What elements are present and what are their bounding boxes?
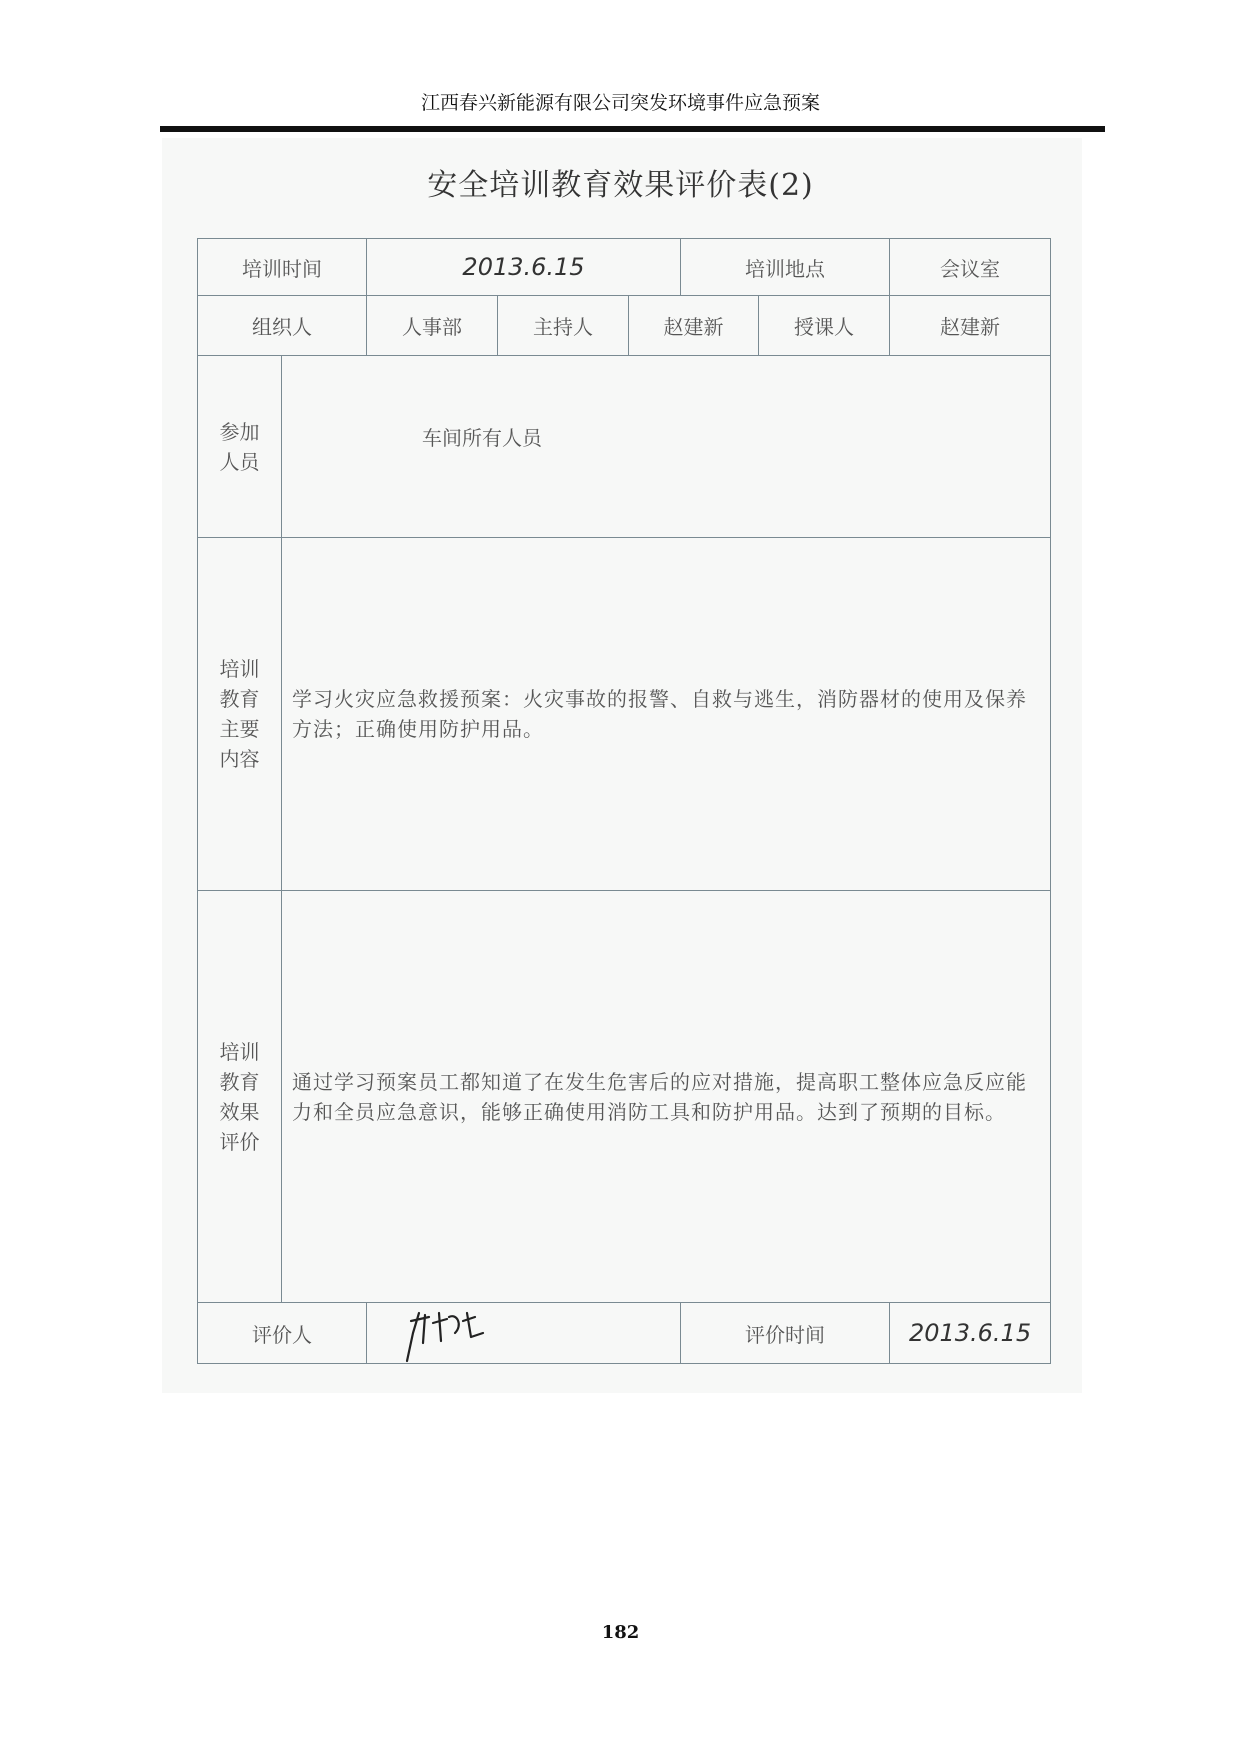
training-time-handwritten: 2013.6.15 — [462, 253, 585, 281]
organizer-label: 组织人 — [198, 296, 367, 356]
content-value: 学习火灾应急救援预案：火灾事故的报警、自救与逃生，消防器材的使用及保养方法；正确使用防护用品。 — [282, 538, 1051, 891]
eval-time-value — [890, 1303, 1051, 1364]
training-place-label: 培训地点 — [681, 239, 890, 296]
training-time-value — [367, 239, 681, 296]
content-label-text: 培训 教育 主要 内容 — [219, 657, 260, 771]
evaluation-label-text: 培训 教育 效果 评价 — [219, 1039, 260, 1154]
header-rule — [160, 126, 1105, 132]
evaluator-label: 评价人 — [198, 1303, 367, 1364]
evaluation-label — [198, 891, 282, 1303]
participants-value: 车间所有人员 — [282, 356, 1051, 538]
content-label — [198, 538, 282, 891]
form-row-content — [198, 538, 1051, 891]
eval-time-label: 评价时间 — [681, 1303, 890, 1364]
form-row-footer — [198, 1303, 1051, 1364]
running-header: 江西春兴新能源有限公司突发环境事件应急预案 — [420, 92, 820, 114]
handwritten-signature — [367, 1303, 547, 1363]
page-number: 182 — [601, 1622, 640, 1643]
form-row-evaluation — [198, 891, 1051, 1303]
evaluation-form-table — [197, 238, 1051, 1364]
participants-label — [198, 356, 282, 538]
training-place-value: 会议室 — [890, 239, 1051, 296]
eval-time-handwritten: 2013.6.15 — [908, 1319, 1032, 1347]
training-time-label: 培训时间 — [198, 239, 367, 296]
lecturer-value: 赵建新 — [890, 296, 1051, 356]
organizer-value: 人事部 — [367, 296, 498, 356]
form-row-people — [198, 296, 1051, 356]
form-row-participants — [198, 356, 1051, 538]
form-title: 安全培训教育效果评价表(2) — [427, 168, 814, 203]
host-label: 主持人 — [498, 296, 629, 356]
host-value: 赵建新 — [629, 296, 759, 356]
lecturer-label: 授课人 — [759, 296, 890, 356]
form-row-time-place — [198, 239, 1051, 296]
participants-label-text: 参加 人员 — [219, 419, 260, 474]
evaluation-value: 通过学习预案员工都知道了在发生危害后的应对措施，提高职工整体应急反应能力和全员应急意识，能够正确使用消防工具和防护用品。达到了预期的目标。 — [282, 891, 1051, 1303]
evaluator-signature-cell — [367, 1303, 681, 1364]
